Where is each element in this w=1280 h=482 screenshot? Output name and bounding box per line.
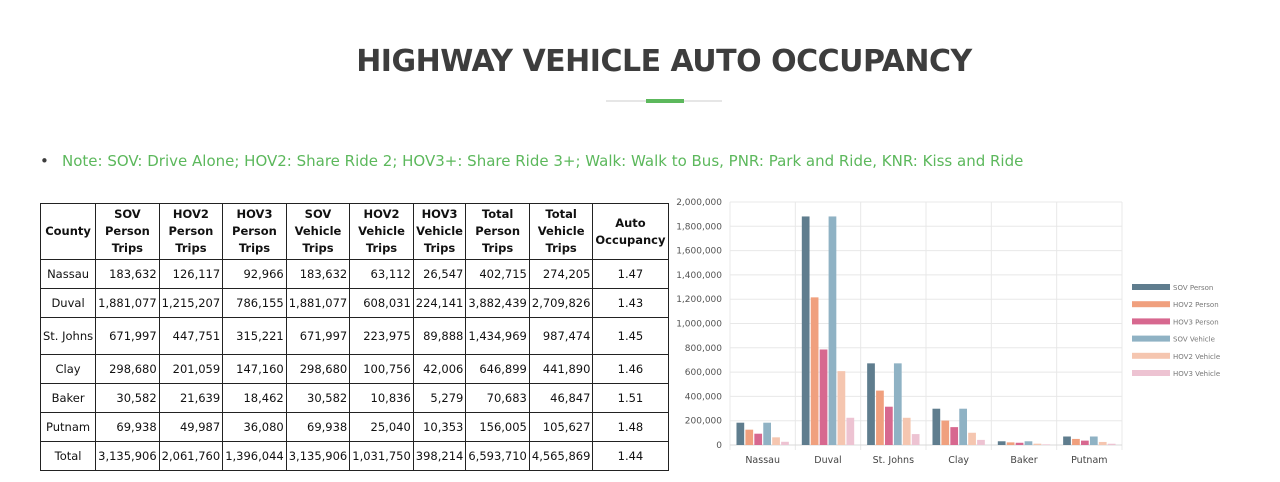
- table-row: [41, 289, 669, 318]
- table-cell: 92,966: [223, 260, 287, 289]
- table-cell: 42,006: [413, 355, 466, 384]
- table-cell: 298,680: [96, 355, 160, 384]
- bar-hov2-person: [941, 421, 949, 445]
- table-cell: 26,547: [413, 260, 466, 289]
- bar-sov-person: [998, 441, 1006, 445]
- table-cell: 987,474: [529, 318, 593, 355]
- header-hov2-vehicle-trips: HOV2 Vehicle Trips: [350, 204, 414, 260]
- table-cell: 18,462: [223, 384, 287, 413]
- y-tick-label: 200,000: [684, 416, 722, 427]
- table-cell: 1.44: [593, 442, 668, 471]
- table-row-total: [41, 442, 669, 471]
- table-cell: 36,080: [223, 413, 287, 442]
- bar-sov-person: [867, 363, 875, 445]
- table-cell: 49,987: [159, 413, 223, 442]
- cell-county: Nassau: [41, 260, 96, 289]
- header-hov3-person-trips: HOV3 Person Trips: [223, 204, 287, 260]
- bar-hov2-vehicle: [968, 433, 976, 445]
- legend-swatch: [1132, 353, 1170, 359]
- y-tick-label: 1,400,000: [676, 270, 722, 281]
- legend-label: HOV2 Person: [1173, 301, 1219, 310]
- x-tick-label: Putnam: [1071, 455, 1108, 466]
- header-total-vehicle-trips: Total Vehicle Trips: [529, 204, 593, 260]
- table-cell: 201,059: [159, 355, 223, 384]
- table-cell: 105,627: [529, 413, 593, 442]
- bar-hov2-vehicle: [1034, 444, 1042, 445]
- table-cell: 274,205: [529, 260, 593, 289]
- bar-hov2-person: [745, 430, 753, 445]
- bar-hov2-vehicle: [903, 418, 911, 445]
- legend-label: HOV2 Vehicle: [1173, 352, 1221, 361]
- bar-hov2-person: [1072, 439, 1080, 445]
- table-cell: 30,582: [286, 384, 350, 413]
- table-cell: 1.45: [593, 318, 668, 355]
- table-cell: 70,683: [466, 384, 530, 413]
- cell-county: Putnam: [41, 413, 96, 442]
- legend-swatch: [1132, 370, 1170, 376]
- table-cell: 608,031: [350, 289, 414, 318]
- bar-hov2-person: [1007, 442, 1015, 445]
- bar-hov2-vehicle: [838, 371, 846, 445]
- table-row: [41, 384, 669, 413]
- occupancy-table: [40, 203, 669, 471]
- bar-hov3-vehicle: [1108, 444, 1116, 445]
- header-county: County: [41, 204, 96, 260]
- table-cell: 183,632: [96, 260, 160, 289]
- y-tick-label: 1,800,000: [676, 222, 722, 233]
- y-tick-label: 1,600,000: [676, 246, 722, 257]
- table-cell: 1,434,969: [466, 318, 530, 355]
- table-cell: 1,031,750: [350, 442, 414, 471]
- table-row: [41, 260, 669, 289]
- bar-sov-vehicle: [829, 216, 837, 445]
- y-tick-label: 2,000,000: [676, 198, 722, 208]
- legend-label: SOV Person: [1173, 284, 1214, 292]
- y-tick-label: 1,200,000: [676, 295, 722, 306]
- y-tick-label: 800,000: [684, 343, 722, 354]
- table-cell: 25,040: [350, 413, 414, 442]
- x-tick-label: St. Johns: [872, 455, 915, 466]
- legend-label: HOV3 Vehicle: [1173, 370, 1221, 378]
- header-total-person-trips: Total Person Trips: [466, 204, 530, 260]
- bar-sov-vehicle: [1090, 437, 1098, 445]
- header-hov3-vehicle-trips: HOV3 Vehicle Trips: [413, 204, 466, 260]
- table-cell: 298,680: [286, 355, 350, 384]
- table-cell: 21,639: [159, 384, 223, 413]
- bar-hov3-person: [1081, 441, 1089, 445]
- table-cell: 46,847: [529, 384, 593, 413]
- table-cell: 671,997: [286, 318, 350, 355]
- bar-hov3-person: [950, 427, 958, 445]
- bar-sov-vehicle: [763, 423, 771, 445]
- table-row: [41, 413, 669, 442]
- table-cell: 1.46: [593, 355, 668, 384]
- table-cell: 1.48: [593, 413, 668, 442]
- table-cell: 100,756: [350, 355, 414, 384]
- table-cell: 183,632: [286, 260, 350, 289]
- table-cell: 126,117: [159, 260, 223, 289]
- table-cell: 315,221: [223, 318, 287, 355]
- bar-hov2-vehicle: [772, 437, 780, 445]
- legend-label: SOV Vehicle: [1173, 335, 1215, 344]
- bar-hov2-person: [876, 391, 884, 445]
- table-cell: 69,938: [96, 413, 160, 442]
- header-sov-person-trips: SOV Person Trips: [96, 204, 160, 260]
- note-list-item: [40, 152, 1023, 170]
- x-tick-label: Nassau: [745, 455, 781, 466]
- table-cell: 786,155: [223, 289, 287, 318]
- table-row: [41, 355, 669, 384]
- header-hov2-person-trips: HOV2 Person Trips: [159, 204, 223, 260]
- table-header-row: [41, 204, 669, 260]
- table-cell: 1,396,044: [223, 442, 287, 471]
- table-cell: 63,112: [350, 260, 414, 289]
- table-cell: 223,975: [350, 318, 414, 355]
- bar-hov3-person: [820, 349, 828, 445]
- table-cell: 224,141: [413, 289, 466, 318]
- cell-county: Total: [41, 442, 96, 471]
- table-cell: 1.51: [593, 384, 668, 413]
- y-tick-label: 1,000,000: [676, 319, 722, 330]
- legend-swatch: [1132, 336, 1170, 342]
- table-cell: 671,997: [96, 318, 160, 355]
- table-row: [41, 318, 669, 355]
- table-cell: 147,160: [223, 355, 287, 384]
- x-tick-label: Baker: [1010, 455, 1038, 466]
- bar-sov-person: [1063, 437, 1071, 445]
- table-cell: 2,709,826: [529, 289, 593, 318]
- table-cell: 447,751: [159, 318, 223, 355]
- bar-hov3-vehicle: [912, 434, 920, 445]
- bar-hov2-person: [811, 297, 819, 445]
- cell-county: Duval: [41, 289, 96, 318]
- bar-hov3-vehicle: [846, 418, 854, 445]
- bar-hov3-person: [885, 407, 893, 445]
- title-divider: [606, 100, 722, 102]
- bar-hov3-vehicle: [1042, 444, 1050, 445]
- table-cell: 1,881,077: [286, 289, 350, 318]
- bar-sov-person: [932, 409, 940, 445]
- cell-county: St. Johns: [41, 318, 96, 355]
- bar-hov3-person: [754, 434, 762, 445]
- table-cell: 1,215,207: [159, 289, 223, 318]
- table-cell: 4,565,869: [529, 442, 593, 471]
- bar-sov-person: [736, 423, 744, 445]
- occupancy-bar-chart: [670, 190, 1260, 475]
- table-cell: 1.43: [593, 289, 668, 318]
- table-cell: 30,582: [96, 384, 160, 413]
- note-text: Note: SOV: Drive Alone; HOV2: Share Ride 2; HOV3+: Share Ride 3+; Walk: Walk to Bus, PNR: Park and Ride, KNR: Kiss and Ride: [62, 152, 1024, 170]
- title-divider-accent: [646, 99, 684, 103]
- table-cell: 3,882,439: [466, 289, 530, 318]
- header-sov-vehicle-trips: SOV Vehicle Trips: [286, 204, 350, 260]
- legend-swatch: [1132, 301, 1170, 307]
- table-cell: 5,279: [413, 384, 466, 413]
- table-cell: 2,061,760: [159, 442, 223, 471]
- y-tick-label: 600,000: [684, 368, 722, 379]
- bar-hov3-vehicle: [977, 440, 985, 445]
- bar-sov-vehicle: [959, 409, 967, 445]
- table-cell: 3,135,906: [96, 442, 160, 471]
- legend-swatch: [1132, 284, 1170, 290]
- table-cell: 398,214: [413, 442, 466, 471]
- table-cell: 441,890: [529, 355, 593, 384]
- cell-county: Baker: [41, 384, 96, 413]
- bar-hov3-vehicle: [781, 442, 789, 445]
- page-title: HIGHWAY VEHICLE AUTO OCCUPANCY: [356, 44, 972, 79]
- bar-sov-person: [802, 216, 810, 445]
- legend-swatch: [1132, 318, 1170, 324]
- table-cell: 89,888: [413, 318, 466, 355]
- cell-county: Clay: [41, 355, 96, 384]
- bullet-icon: •: [40, 152, 49, 170]
- table-cell: 1,881,077: [96, 289, 160, 318]
- table-cell: 402,715: [466, 260, 530, 289]
- table-cell: 156,005: [466, 413, 530, 442]
- table-cell: 646,899: [466, 355, 530, 384]
- y-tick-label: 0: [716, 441, 722, 451]
- legend-label: HOV3 Person: [1173, 318, 1219, 327]
- table-cell: 10,353: [413, 413, 466, 442]
- table-cell: 1.47: [593, 260, 668, 289]
- bar-hov2-vehicle: [1099, 442, 1107, 445]
- bar-hov3-person: [1016, 443, 1024, 445]
- y-tick-label: 400,000: [684, 392, 722, 403]
- table-cell: 6,593,710: [466, 442, 530, 471]
- x-tick-label: Clay: [948, 455, 970, 466]
- table-cell: 3,135,906: [286, 442, 350, 471]
- table-cell: 10,836: [350, 384, 414, 413]
- x-tick-label: Duval: [814, 455, 842, 466]
- header-auto-occupancy: Auto Occupancy: [593, 204, 668, 260]
- bar-sov-vehicle: [894, 363, 902, 445]
- table-cell: 69,938: [286, 413, 350, 442]
- bar-sov-vehicle: [1025, 441, 1033, 445]
